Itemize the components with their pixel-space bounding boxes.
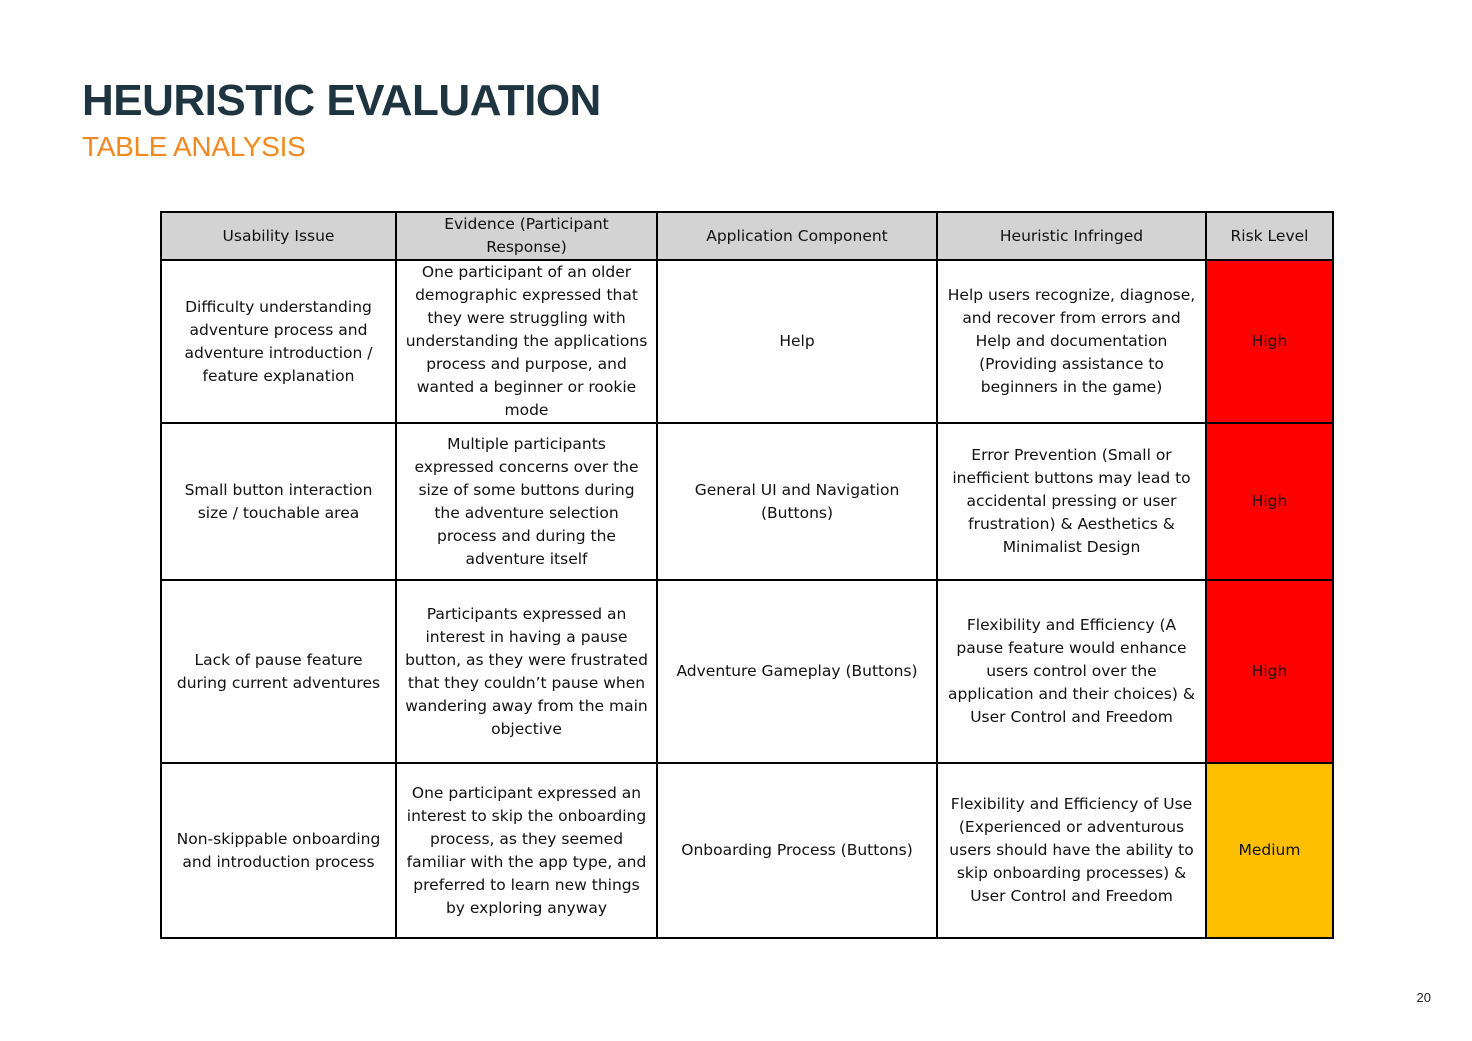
table-body xyxy=(161,260,1333,938)
evidence-cell: One participant expressed an interest to skip the onboarding process, as they seemed familiar with the app type, and preferred to learn new things by exploring anyway xyxy=(396,763,657,938)
column-header-heuristic-infringed: Heuristic Infringed xyxy=(937,212,1206,260)
risk-level-cell: High xyxy=(1206,580,1333,763)
page-number: 20 xyxy=(1416,990,1431,1005)
page-subtitle: TABLE ANALYSIS xyxy=(82,131,306,162)
column-header-evidence: Evidence (Participant Response) xyxy=(396,212,657,260)
column-header-risk-level: Risk Level xyxy=(1206,212,1333,260)
risk-level-cell: High xyxy=(1206,260,1333,423)
risk-level-cell: Medium xyxy=(1206,763,1333,938)
application-component-cell: Help xyxy=(657,260,937,423)
column-header-application-component: Application Component xyxy=(657,212,937,260)
heuristic-infringed-cell: Flexibility and Efficiency of Use (Experienced or adventurous users should have the ability to skip onboarding processes) & User Control and Freedom xyxy=(937,763,1206,938)
risk-level-cell: High xyxy=(1206,423,1333,580)
evidence-cell: Multiple participants expressed concerns over the size of some buttons during the adventure selection process and during the adventure itself xyxy=(396,423,657,580)
usability-issue-cell: Non-skippable onboarding and introduction process xyxy=(161,763,396,938)
application-component-cell: Adventure Gameplay (Buttons) xyxy=(657,580,937,763)
page-title: HEURISTIC EVALUATION xyxy=(82,76,601,125)
column-header-usability-issue: Usability Issue xyxy=(161,212,396,260)
heuristic-infringed-cell: Flexibility and Efficiency (A pause feature would enhance users control over the application and their choices) & User Control and Freedom xyxy=(937,580,1206,763)
evidence-cell: Participants expressed an interest in having a pause button, as they were frustrated that they couldn’t pause when wandering away from the main objective xyxy=(396,580,657,763)
usability-issue-cell: Small button interaction size / touchable area xyxy=(161,423,396,580)
table-header xyxy=(161,212,1333,260)
application-component-cell: General UI and Navigation (Buttons) xyxy=(657,423,937,580)
table-row xyxy=(161,423,1333,580)
table-row xyxy=(161,763,1333,938)
header-row xyxy=(161,212,1333,260)
heuristic-table xyxy=(160,211,1334,939)
table-row xyxy=(161,580,1333,763)
application-component-cell: Onboarding Process (Buttons) xyxy=(657,763,937,938)
heuristic-infringed-cell: Error Prevention (Small or inefficient buttons may lead to accidental pressing or user frustration) & Aesthetics & Minimalist Design xyxy=(937,423,1206,580)
usability-issue-cell: Difficulty understanding adventure process and adventure introduction / feature explanation xyxy=(161,260,396,423)
heuristic-infringed-cell: Help users recognize, diagnose, and recover from errors and Help and documentation (Providing assistance to beginners in the game) xyxy=(937,260,1206,423)
evidence-cell: One participant of an older demographic expressed that they were struggling with understanding the applications process and purpose, and wanted a beginner or rookie mode xyxy=(396,260,657,423)
table-row xyxy=(161,260,1333,423)
usability-issue-cell: Lack of pause feature during current adventures xyxy=(161,580,396,763)
